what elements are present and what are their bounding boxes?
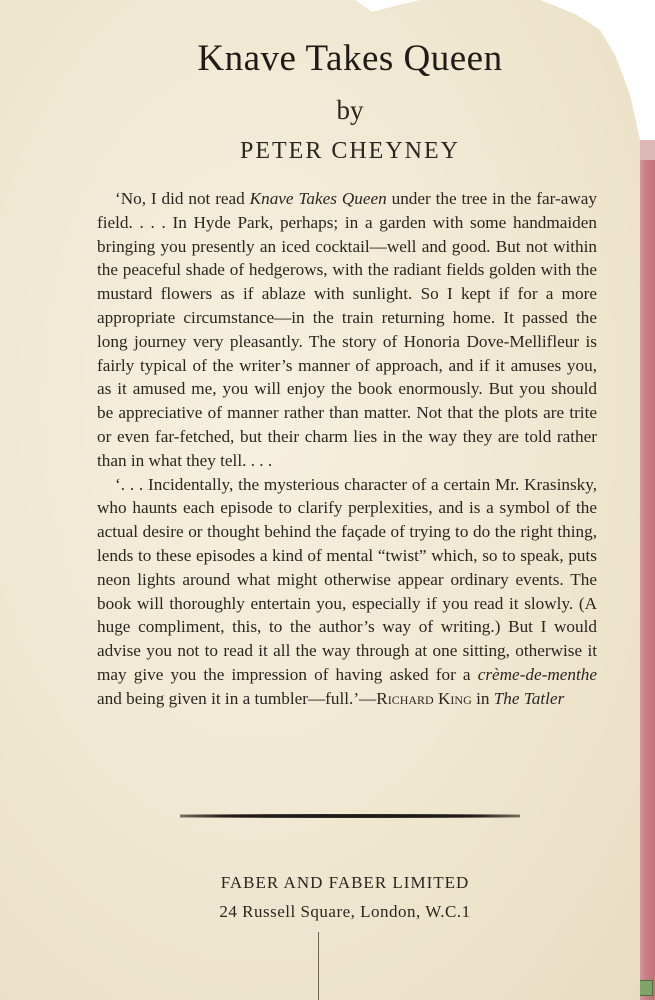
review-source: The Tatler [493, 688, 565, 708]
review-paragraph-1 [97, 187, 597, 473]
review-p2-text-b: and being given it in a tumbler—full.’— [97, 688, 377, 708]
review-p1-book-title: Knave Takes Queen [249, 189, 387, 208]
book-title: Knave Takes Queen [197, 38, 503, 79]
reviewer-name: Richard King [376, 688, 472, 708]
review-text [97, 187, 597, 711]
publisher-address: 24 Russell Square, London, W.C.1 [219, 902, 471, 921]
publisher-name: FABER AND FABER LIMITED [220, 873, 470, 892]
review-p1-text-b: under the tree in the far-away field. . . . In Hyde Park, perhaps; in a garden with some handmaiden bringing you presently an iced cocktail—well and good. But not within the peaceful shade of hedgerows, with the radiant fields golden with the mustard flowers as if ablaze with sunlight. So I kept if for a more appropriate circumstance—in the train returning home. It passed the long journey very pleasantly. The story of Honoria Dove-Mellifleur is fairly typical of the writer’s manner of approach, and if it amuses you, as it amused me, you will enjoy the book enormously. But you should be appreciative of manner rather than matter. Not that the plots are trite or even far-fetched, but their charm lies in the way they are told rather than in what they tell. . . . [97, 189, 597, 470]
review-p2-text-a: ‘. . . Incidentally, the mysterious character of a certain Mr. Krasinsky, who haunts each episode to clarify perplexities, and is a symbol of the actual desire or thought behind the façade of trying to do the right thing, lends to these episodes a kind of mental “twist” which, so to speak, puts neon lights around what might otherwise appear ordinary events. The book will thoroughly entertain you, especially if you read it slowly. (A huge compliment, this, to the author’s way of writing.) But I would advise you not to read it all the way through at one sitting, otherwise it may give you the impression of having asked for a [97, 474, 597, 684]
review-paragraph-2 [97, 473, 597, 711]
paper-tear [318, 932, 319, 1000]
decorative-rule [180, 814, 520, 818]
review-p2-text-c: in [471, 688, 494, 708]
author-name: PETER CHEYNEY [240, 138, 460, 164]
byline-by: by [336, 95, 364, 125]
review-p2-italic-term: crème-de-menthe [477, 664, 597, 684]
review-p1-text-a: ‘No, I did not read [115, 189, 250, 208]
